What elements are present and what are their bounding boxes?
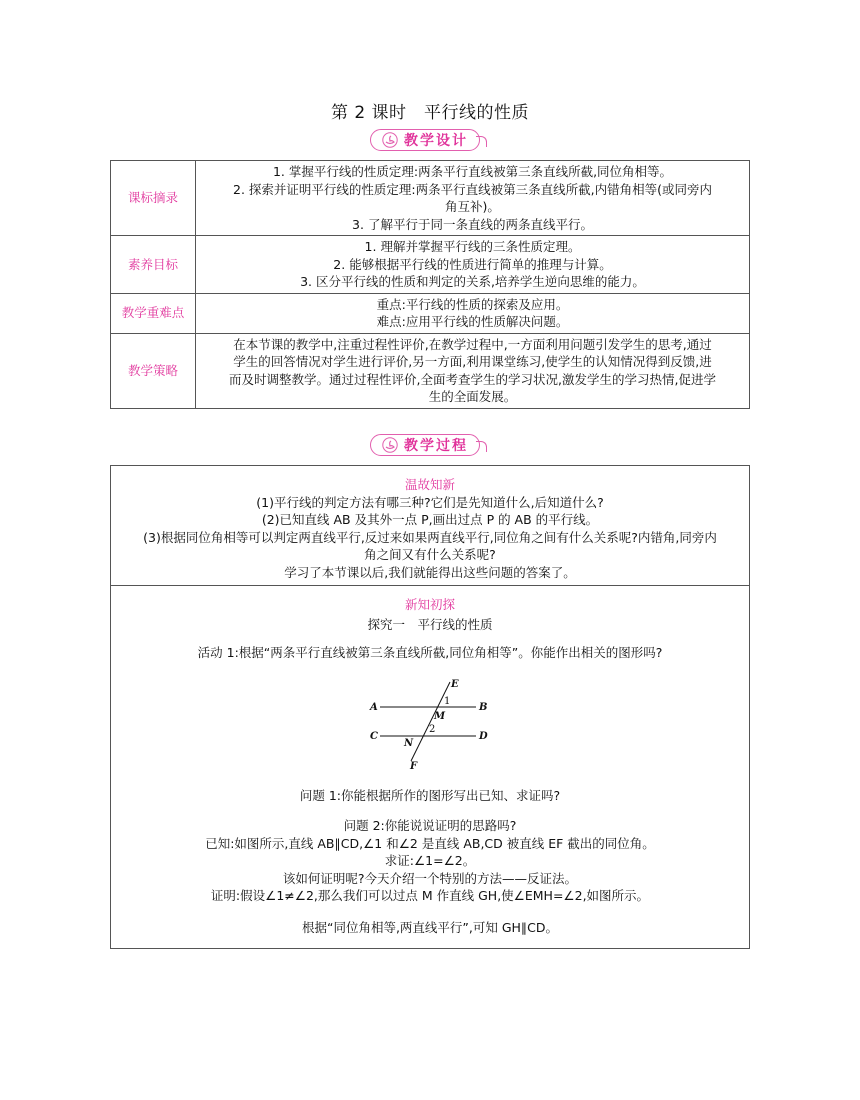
activity-text: 活动 1:根据“两条平行直线被第三条直线所截,同位角相等”。你能作出相关的图形吗? <box>197 645 663 660</box>
table-row <box>111 333 750 408</box>
label-b: B <box>479 702 488 713</box>
content-line: 生的全面发展。 <box>428 389 517 404</box>
row-label: 教学策略 <box>111 333 196 408</box>
row-label: 素养目标 <box>111 236 196 294</box>
review-line: 角之间又有什么关系呢? <box>364 547 496 562</box>
content-line: 而及时调整教学。通过过程性评价,全面考查学生的学习状况,激发学生的学习热情,促进学 <box>229 371 716 387</box>
label-angle-2: 2 <box>429 724 436 735</box>
label-c: C <box>370 731 378 742</box>
new-knowledge-heading: 新知初探 <box>404 597 455 612</box>
review-section <box>110 465 750 586</box>
parallel-lines-figure <box>368 677 492 771</box>
exploration-heading: 探究一 平行线的性质 <box>367 616 493 632</box>
proof-line: 问题 2:你能说说证明的思路吗? <box>343 818 517 833</box>
row-label: 课标摘录 <box>111 161 196 236</box>
proof-line: 证明:假设∠1≠∠2,那么我们可以过点 M 作直线 GH,使∠EMH=∠2,如图所示。 <box>210 888 650 903</box>
row-content <box>196 161 750 236</box>
content-line: 2. 能够根据平行线的性质进行简单的推理与计算。 <box>333 256 612 272</box>
content-line: 3. 区分平行线的性质和判定的关系,培养学生逆向思维的能力。 <box>300 274 645 289</box>
table-row <box>111 236 750 294</box>
page-title: 第 2 课时 平行线的性质 <box>330 103 530 123</box>
row-content <box>196 293 750 333</box>
table-row <box>111 161 750 236</box>
row-label: 教学重难点 <box>111 293 196 333</box>
label-n: N <box>404 738 414 749</box>
label-a: A <box>370 702 378 713</box>
table-row <box>111 293 750 333</box>
proof-line: 已知:如图所示,直线 AB∥CD,∠1 和∠2 是直线 AB,CD 被直线 EF 截出的同位角。 <box>205 835 655 851</box>
review-line: 学习了本节课以后,我们就能得出这些问题的答案了。 <box>284 564 576 580</box>
review-line: (3)根据同位角相等可以判定两直线平行,反过来如果两直线平行,同位角之间有什么关系呢?内错角,同旁内 <box>143 529 717 545</box>
content-line: 在本节课的教学中,注重过程性评价,在教学过程中,一方面利用问题引发学生的思考,通过 <box>233 336 712 352</box>
label-m: M <box>434 711 446 722</box>
content-line: 1. 掌握平行线的性质定理:两条平行直线被第三条直线所截,同位角相等。 <box>272 164 673 179</box>
section-badge-process <box>370 434 480 456</box>
label-angle-1: 1 <box>444 696 451 707</box>
section-badge-design <box>370 129 480 151</box>
section-badge-label: 教学设计 <box>404 133 468 149</box>
content-line: 角互补)。 <box>445 199 500 214</box>
content-line: 2. 探索并证明平行线的性质定理:两条平行直线被第三条直线所截,内错角相等(或同旁内 <box>233 181 712 197</box>
design-table <box>110 160 750 409</box>
proof-line: 该如何证明呢?今天介绍一个特别的方法——反证法。 <box>282 870 578 886</box>
content-line: 1. 理解并掌握平行线的三条性质定理。 <box>364 239 581 254</box>
label-e: E <box>451 679 459 690</box>
content-line: 重点:平行线的性质的探索及应用。 <box>376 296 569 312</box>
conclusion-text: 根据“同位角相等,两直线平行”,可知 GH∥CD。 <box>301 920 559 935</box>
review-heading: 温故知新 <box>404 477 455 492</box>
proof-block <box>110 817 750 905</box>
review-line: (1)平行线的判定方法有哪三种?它们是先知道什么,后知道什么? <box>256 494 604 510</box>
swan-icon <box>382 437 398 453</box>
proof-line: 求证:∠1=∠2。 <box>384 853 476 868</box>
content-line: 难点:应用平行线的性质解决问题。 <box>376 314 569 329</box>
row-content <box>196 333 750 408</box>
question-1: 问题 1:你能根据所作的图形写出已知、求证吗? <box>299 788 561 803</box>
label-f: F <box>410 761 418 771</box>
content-line: 学生的回答情况对学生进行评价,另一方面,利用课堂练习,使学生的认知情况得到反馈,进 <box>233 354 712 369</box>
section-badge-label: 教学过程 <box>404 438 468 454</box>
swan-icon <box>382 132 398 148</box>
review-line: (2)已知直线 AB 及其外一点 P,画出过点 P 的 AB 的平行线。 <box>261 512 599 527</box>
content-line: 3. 了解平行于同一条直线的两条直线平行。 <box>352 216 593 232</box>
row-content <box>196 236 750 294</box>
label-d: D <box>479 731 488 742</box>
